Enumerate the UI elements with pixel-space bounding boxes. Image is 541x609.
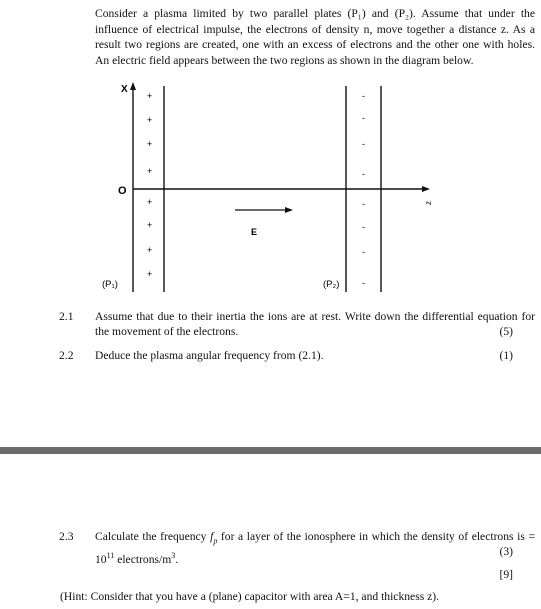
minus-sign: - [362, 139, 365, 149]
question-marks: (1) [499, 349, 513, 362]
question-number: 2.3 [59, 530, 74, 543]
plate-p2-label: (P₂) [323, 279, 340, 290]
hint-text: (Hint: Consider that you have a (plane) capacitor with area A=1, and thickness z). [60, 590, 440, 603]
plus-sign: + [147, 220, 153, 230]
intro-paragraph: Consider a plasma limited by two parallel plates (P₁) and (P₂). Assume that under the influence of electrical impulse, the electrons of density n, move together a distance z. As a result two regions are created, one with an excess of electrons and the other one with holes. An electric field appears between the two regions as shown in the diagram below. [95, 7, 535, 67]
plasma-diagram [0, 0, 541, 300]
plus-sign: + [147, 245, 153, 255]
z-axis-arrowhead [422, 186, 430, 192]
minus-sign: - [362, 169, 365, 179]
question-text: Deduce the plasma angular frequency from (2.1). [95, 349, 324, 362]
question-marks: (3) [499, 545, 513, 558]
minus-sign: - [362, 199, 365, 209]
minus-sign: - [362, 222, 365, 232]
minus-sign: - [362, 247, 365, 257]
minus-sign: - [362, 91, 365, 101]
page-divider [0, 447, 541, 454]
plus-sign: + [147, 166, 153, 176]
plate-p1-label: (P₁) [102, 279, 118, 290]
question-marks: (5) [499, 325, 513, 338]
x-axis-label: X [121, 84, 128, 95]
minus-sign: - [362, 278, 365, 288]
plus-sign: + [147, 115, 153, 125]
plus-sign: + [147, 269, 153, 279]
plus-sign: + [147, 197, 153, 207]
positive-charges [147, 91, 152, 279]
origin-label: O [118, 185, 127, 197]
plus-sign: + [147, 139, 153, 149]
field-arrowhead [285, 207, 293, 213]
question-number: 2.2 [59, 349, 74, 362]
total-marks: [9] [499, 568, 513, 581]
question-text: Assume that due to their inertia the ions are at rest. Write down the differential equation for the movement of the electrons. [95, 310, 535, 338]
z-axis-label: z [424, 201, 433, 205]
question-number: 2.1 [59, 310, 74, 323]
x-axis-arrowhead [130, 82, 136, 90]
field-label: E [251, 227, 258, 237]
question-text: Calculate the frequency $f_p$ for a layer of the ionosphere in which the density of electrons is = $10^{11}$ electrons/$m^3$. [95, 530, 536, 566]
minus-sign: - [362, 113, 365, 123]
plus-sign: + [147, 91, 153, 101]
